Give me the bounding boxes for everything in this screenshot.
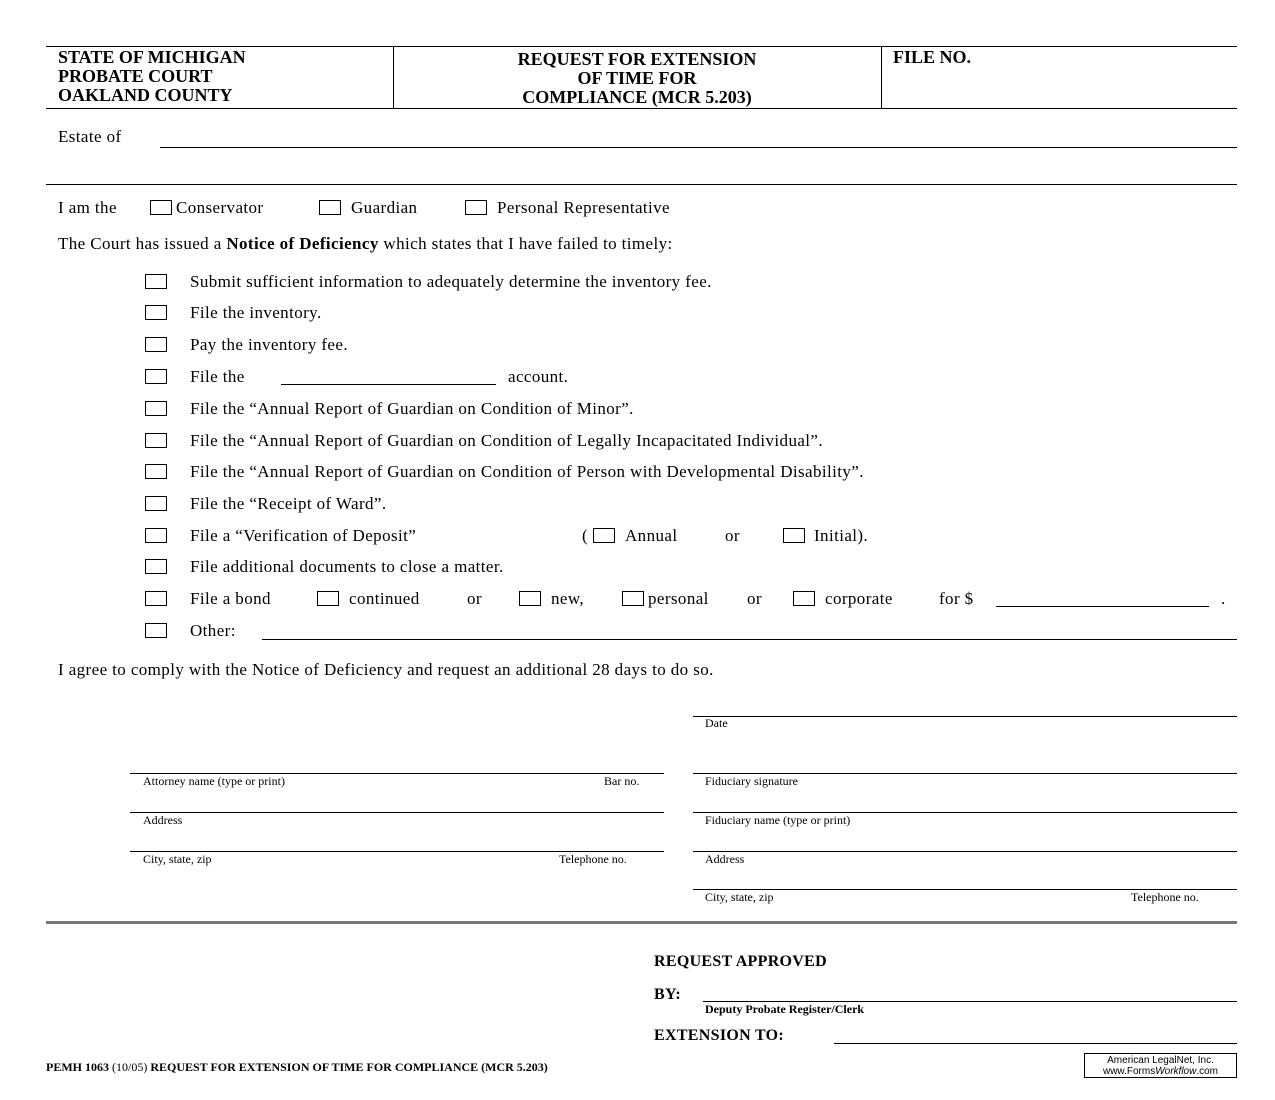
vendor-italic: Workflow: [1155, 1066, 1197, 1077]
annual-report-lii-checkbox[interactable]: [145, 433, 167, 448]
verification-of-deposit-checkbox[interactable]: [145, 528, 167, 543]
close-matter-label: File additional documents to close a matter.: [190, 557, 504, 576]
attorney-address-label: Address: [143, 813, 183, 827]
court-line-1: STATE OF MICHIGAN: [58, 47, 246, 67]
bond-continued-label: continued: [349, 589, 420, 608]
annual-label: Annual: [625, 526, 678, 545]
by-label: BY:: [654, 986, 681, 1003]
title-line-2: OF TIME FOR: [577, 68, 697, 88]
other-checkbox[interactable]: [145, 623, 167, 638]
notice-statement: [58, 234, 673, 254]
by-signature-field[interactable]: [703, 982, 1237, 1001]
fiduciary-city-field[interactable]: [693, 868, 1237, 889]
fiduciary-signature-field[interactable]: [693, 735, 1237, 773]
or-label-2: or: [467, 589, 482, 608]
file-account-suffix: account.: [508, 367, 569, 386]
pay-fee-checkbox[interactable]: [145, 337, 167, 352]
form-footer: [46, 1060, 548, 1075]
file-account-checkbox[interactable]: [145, 369, 167, 384]
file-bond-checkbox[interactable]: [145, 591, 167, 606]
bond-personal-label: personal: [648, 589, 709, 608]
fiduciary-name-field[interactable]: [693, 790, 1237, 812]
agreement-statement: I agree to comply with the Notice of Deficiency and request an additional 28 days to do so.: [58, 660, 714, 679]
estate-label: Estate of: [58, 127, 122, 146]
file-account-prefix: File the: [190, 367, 245, 386]
vendor-line-1: American LegalNet, Inc.: [1107, 1055, 1214, 1066]
fiduciary-telephone-label: Telephone no.: [1131, 890, 1199, 904]
court-line-2: PROBATE COURT: [58, 66, 213, 86]
guardian-checkbox[interactable]: [319, 200, 341, 215]
or-label-3: or: [747, 589, 762, 608]
fiduciary-name-label: Fiduciary name (type or print): [705, 813, 851, 827]
pay-fee-label: Pay the inventory fee.: [190, 335, 348, 354]
title-line-3: COMPLIANCE (MCR 5.203): [522, 87, 752, 107]
file-inventory-checkbox[interactable]: [145, 305, 167, 320]
role-prefix: I am the: [58, 198, 117, 217]
bond-continued-checkbox[interactable]: [317, 591, 339, 606]
receipt-of-ward-checkbox[interactable]: [145, 496, 167, 511]
form-date: (10/05): [112, 1060, 148, 1074]
receipt-of-ward-label: File the “Receipt of Ward”.: [190, 494, 387, 513]
extension-date-field[interactable]: [834, 1024, 1237, 1043]
fiduciary-signature-label: Fiduciary signature: [705, 774, 798, 788]
vendor-suffix: .com: [1196, 1066, 1219, 1077]
bar-no-label: Bar no.: [604, 774, 640, 788]
conservator-label: Conservator: [176, 198, 264, 217]
fiduciary-address-label: Address: [705, 852, 745, 866]
bond-new-checkbox[interactable]: [519, 591, 541, 606]
attorney-name-field[interactable]: [130, 735, 664, 773]
verification-of-deposit-label: File a “Verification of Deposit”: [190, 526, 417, 545]
vendor-prefix: www.Forms: [1102, 1066, 1156, 1077]
open-paren: (: [582, 526, 589, 545]
other-field[interactable]: [262, 620, 1237, 639]
or-label-1: or: [725, 526, 740, 545]
bond-corporate-checkbox[interactable]: [793, 591, 815, 606]
initial-label: Initial).: [814, 526, 869, 545]
vendor-line-2: [1089, 1066, 1232, 1077]
fiduciary-address-field[interactable]: [693, 829, 1237, 851]
attorney-name-label: Attorney name (type or print): [143, 774, 285, 788]
guardian-label: Guardian: [351, 198, 418, 217]
personal-representative-checkbox[interactable]: [465, 200, 487, 215]
submit-info-checkbox[interactable]: [145, 274, 167, 289]
submit-info-label: Submit sufficient information to adequately determine the inventory fee.: [190, 272, 712, 291]
other-label: Other:: [190, 621, 236, 640]
form-title: [394, 50, 880, 107]
bond-amount-prefix: for $: [939, 589, 974, 608]
close-matter-checkbox[interactable]: [145, 559, 167, 574]
attorney-address-field[interactable]: [130, 790, 664, 812]
date-label: Date: [705, 716, 728, 730]
court-line-3: OAKLAND COUNTY: [58, 85, 233, 105]
initial-checkbox[interactable]: [783, 528, 805, 543]
file-no-field[interactable]: [1010, 60, 1230, 100]
file-inventory-label: File the inventory.: [190, 303, 322, 322]
fiduciary-city-label: City, state, zip: [705, 890, 774, 904]
file-no-label: FILE NO.: [893, 47, 972, 67]
deputy-label: Deputy Probate Register/Clerk: [705, 1002, 865, 1016]
bond-personal-checkbox[interactable]: [622, 591, 644, 606]
section-divider: [46, 921, 1237, 924]
annual-checkbox[interactable]: [593, 528, 615, 543]
notice-bold: Notice of Deficiency: [226, 234, 379, 253]
bond-amount-period: .: [1221, 589, 1226, 608]
conservator-checkbox[interactable]: [150, 200, 172, 215]
annual-report-minor-checkbox[interactable]: [145, 401, 167, 416]
annual-report-dd-label: File the “Annual Report of Guardian on Condition of Person with Developmental Disability”.: [190, 462, 864, 481]
title-line-1: REQUEST FOR EXTENSION: [517, 49, 757, 69]
file-bond-label: File a bond: [190, 589, 271, 608]
notice-pre: The Court has issued a: [58, 234, 222, 253]
attorney-city-field[interactable]: [130, 829, 664, 851]
bond-amount-field[interactable]: [996, 588, 1209, 606]
estate-field[interactable]: [160, 127, 1237, 147]
annual-report-minor-label: File the “Annual Report of Guardian on Condition of Minor”.: [190, 399, 634, 418]
bond-new-label: new,: [551, 589, 585, 608]
vendor-logo: [1084, 1053, 1237, 1078]
notice-post: which states that I have failed to timely:: [383, 234, 673, 253]
account-type-field[interactable]: [281, 366, 496, 384]
bond-corporate-label: corporate: [825, 589, 893, 608]
form-code: PEMH 1063: [46, 1060, 109, 1074]
attorney-city-label: City, state, zip: [143, 852, 212, 866]
annual-report-lii-label: File the “Annual Report of Guardian on Condition of Legally Incapacitated Individual”.: [190, 431, 824, 450]
attorney-telephone-label: Telephone no.: [559, 852, 627, 866]
court-name: [58, 48, 246, 105]
annual-report-dd-checkbox[interactable]: [145, 464, 167, 479]
request-approved-label: REQUEST APPROVED: [654, 953, 827, 970]
form-footer-title: REQUEST FOR EXTENSION OF TIME FOR COMPLIANCE (MCR 5.203): [150, 1060, 548, 1074]
extension-to-label: EXTENSION TO:: [654, 1027, 785, 1044]
personal-representative-label: Personal Representative: [497, 198, 671, 217]
